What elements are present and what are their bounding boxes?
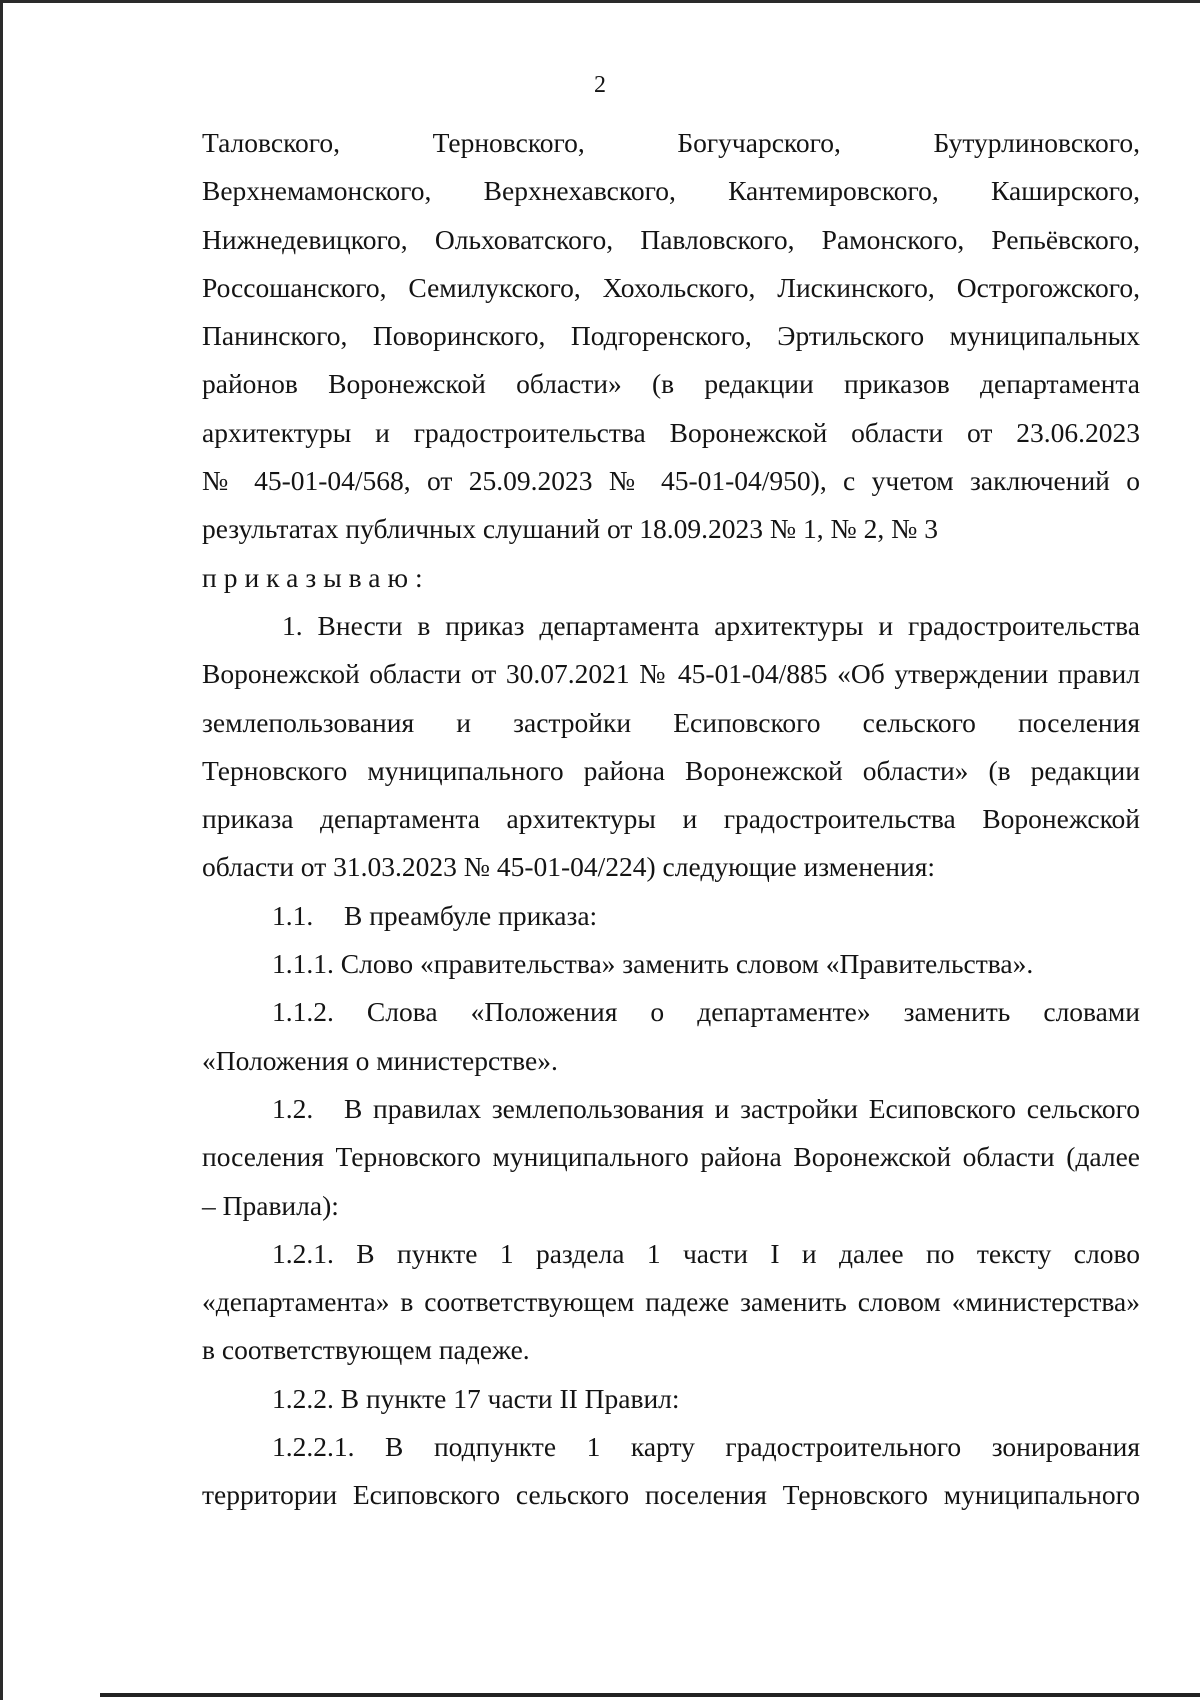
item-text: В правилах землепользования и застройки Есиповского сельского — [344, 1092, 1140, 1124]
item-1-2-1-line: 1.2.1. В пункте 1 раздела 1 части I и далее по тексту слово — [272, 1237, 1140, 1269]
text-line: Таловского, Терновского, Богучарского, Бутурлиновского, — [202, 127, 1140, 158]
item-1-1-2-line: «Положения о министерстве». — [202, 1044, 558, 1076]
item-1-line: области от 31.03.2023 № 45-01-04/224) следующие изменения: — [202, 851, 936, 883]
item-1-2-2-1-line: 1.2.2.1. В подпункте 1 карту градостроительного зонирования — [272, 1431, 1140, 1463]
item-text: В преамбуле приказа: — [344, 899, 598, 931]
text-line: архитектуры и градостроительства Воронежской области от 23.06.2023 — [202, 416, 1140, 448]
item-1-line: землепользования и застройки Есиповского сельского поселения — [202, 706, 1140, 738]
text-line: Панинского, Поворинского, Подгоренского, Эртильского муниципальных — [202, 320, 1140, 352]
scan-edge-top — [0, 0, 1200, 3]
item-1-1 — [202, 892, 1140, 940]
text-line: Верхнемамонского, Верхнехавского, Кантемировского, Каширского, — [202, 175, 1140, 207]
item-1-line: 1. Внести в приказ департамента архитектуры и градостроительства — [282, 609, 1140, 641]
item-number: 1.2. — [272, 1092, 314, 1124]
item-number: 1.1. — [272, 899, 314, 931]
item-1-1-1: 1.1.1. Слово «правительства» заменить словом «Правительства». — [272, 948, 1034, 980]
text-line: Россошанского, Семилукского, Хохольского, Лискинского, Острогожского, — [202, 271, 1140, 303]
page-number: 2 — [594, 72, 606, 98]
item-1-2 — [202, 1085, 1140, 1133]
item-1-line: Терновского муниципального района Воронежской области» (в редакции — [202, 754, 1140, 786]
text-line: № 45-01-04/568, от 25.09.2023 № 45-01-04/950), с учетом заключений о — [202, 465, 1140, 497]
item-1-2-1-line: в соответствующем падеже. — [202, 1334, 530, 1366]
text-line: районов Воронежской области» (в редакции приказов департамента — [202, 368, 1140, 400]
item-1-line: приказа департамента архитектуры и градостроительства Воронежской — [202, 803, 1140, 835]
text-line: результатах публичных слушаний от 18.09.2023 № 1, № 2, № 3 — [202, 513, 938, 545]
item-1-2-2-1-line: территории Есиповского сельского поселения Терновского муниципального — [202, 1479, 1140, 1511]
item-1-line: Воронежской области от 30.07.2021 № 45-01-04/885 «Об утверждении правил — [202, 658, 1140, 690]
document-body — [202, 119, 1140, 1520]
item-1-2-line: поселения Терновского муниципального района Воронежской области (далее — [202, 1141, 1140, 1173]
item-1-1-2-line: 1.1.2. Слова «Положения о департаменте» заменить словами — [272, 996, 1140, 1028]
text-line: Нижнедевицкого, Ольховатского, Павловского, Рамонского, Репьёвского, — [202, 223, 1140, 255]
order-word: приказываю: — [202, 561, 430, 593]
item-1-2-1-line: «департамента» в соответствующем падеже заменить словом «министерства» — [202, 1286, 1140, 1318]
scan-edge-bottom — [100, 1693, 1200, 1697]
scan-edge-left — [0, 0, 3, 1700]
item-1-2-2: 1.2.2. В пункте 17 части II Правил: — [272, 1382, 680, 1414]
item-1-2-line: – Правила): — [202, 1189, 339, 1221]
